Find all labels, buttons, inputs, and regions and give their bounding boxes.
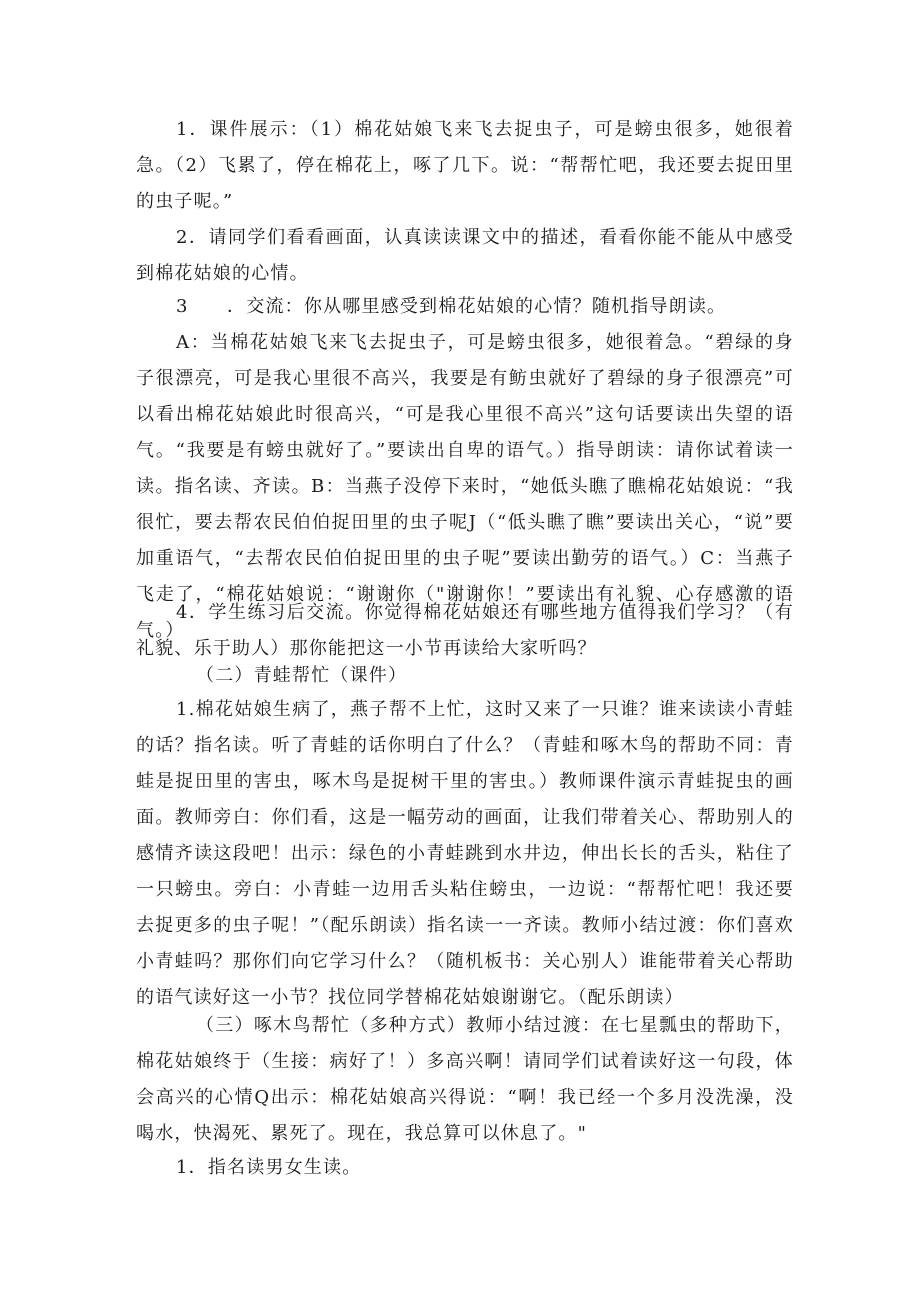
paragraph-frog-helps: 1.棉花姑娘生病了，燕子帮不上忙，这时又来了一只谁？谁来读读小青蛙的话？指名读。听了青蛙的话你明白了什么？（青蛙和啄木鸟的帮助不同：青蛙是捉田里的害虫，啄木鸟是捉树干里的害虫。）教师课件演示青蛙捉虫的画面。教师旁白：你们看，这是一幅劳动的画面，让我们带着关心、帮助别人的感情齐读这段吧！出示：绿色的小青蛙跳到水井边，伸出长长的舌头，粘住了一只螃虫。旁白：小青蛙一边用舌头粘住螃虫，一边说：“帮帮忙吧！我还要去捉更多的虫子呢！”（配乐朗读）指名读一一齐读。教师小结过渡：你们喜欢小青蛙吗？那你们向它学习什么？（随机板书：关心别人）谁能带着关心帮助的语气读好这一小节？找位同学替棉花姑娘谢谢它。（配乐朗读） [136,699,794,1008]
paragraph-observe-picture: 2．请同学们看看画面，认真读读课文中的描述，看看你能不能从中感受到棉花姑娘的心情。 [136,227,794,284]
paragraph-courseware-display: 1．课件展示：（1）棉花姑娘飞来飞去捉虫子，可是螃虫很多，她很着急。（2）飞累了，停在棉花上，啄了几下。说：“帮帮忙吧，我还要去捉田里的虫子呢。” [136,119,794,212]
paragraph-reading-guidance: A：当棉花姑娘飞来飞去捉虫子，可是螃虫很多，她很着急。“碧绿的身子很漂亮，可是我心里很不高兴，我要是有鲂虫就好了碧绿的身子很漂亮”可以看出棉花姑娘此时很高兴，“可是我心里很不高兴”这句话要读出失望的语气。“我要是有螃虫就好了。”要读出自卑的语气。）指导朗读：请你试着读一读。指名读、齐读。B：当燕子没停下来时，“她低头瞧了瞧棉花姑娘说：“我很忙，要去帮农民伯伯捉田里的虫子呢J（“低头瞧了瞧”要读出关心，“说”要加重语气，“去帮农民伯伯捉田里的虫子呢”要读出勤劳的语气。）C：当燕子飞走了，“棉花姑娘说：“谢谢你（"谢谢你！”要读出有礼貌、心存感激的语气。） [136,332,794,641]
paragraph-woodpecker-helps: （三）啄木鸟帮忙（多种方式）教师小结过渡：在七星瓢虫的帮助下，棉花姑娘终于（生接：病好了！）多高兴啊！请同学们试着读好这一句段，体会高兴的心情Q出示：棉花姑娘高兴得说：“啊！我已经一个多月没洗澡，没喝水，快渴死、累死了。现在，我总算可以休息了。" [136,1015,794,1144]
paragraph-named-reading: 1．指名读男女生读。 [176,1157,362,1178]
section-heading-frog-helps: （二）青蛙帮忙（课件） [196,665,408,686]
paragraph-exchange: 3 ．交流：你从哪里感受到棉花姑娘的心情？随机指导朗读。 [176,296,727,317]
paragraph-student-practice: 4．学生练习后交流。你觉得棉花姑娘还有哪些地方值得我们学习？（有礼貌、乐于助人）那你能把这一小节再读给大家听吗？ [136,602,794,659]
